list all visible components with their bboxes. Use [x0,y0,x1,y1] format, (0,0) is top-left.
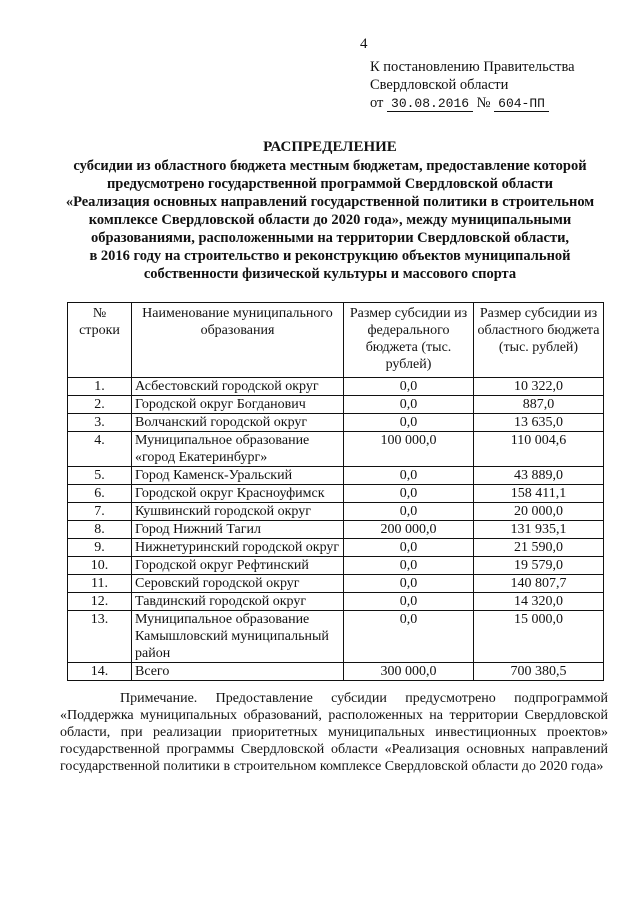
cell-row-number: 5. [68,467,132,485]
cell-regional-subsidy: 887,0 [474,396,604,414]
heading-line: предусмотрено государственной программой Свердловской области [106,176,554,192]
table-row [68,378,604,396]
heading-line: «Реализация основных направлений государственной политики в строительном [65,194,595,210]
table-row [68,611,604,663]
cell-regional-subsidy: 140 807,7 [474,575,604,593]
approval-line-2: Свердловской области [370,77,509,93]
cell-row-number: 6. [68,485,132,503]
table-row [68,467,604,485]
decree-number-prefix: № [476,95,491,111]
cell-regional-subsidy: 131 935,1 [474,521,604,539]
cell-row-number: 14. [68,663,132,681]
cell-regional-subsidy: 15 000,0 [474,611,604,663]
decree-number: 604-ПП [494,96,549,112]
table-body [68,378,604,681]
cell-row-number: 13. [68,611,132,663]
cell-regional-subsidy: 20 000,0 [474,503,604,521]
cell-row-number: 7. [68,503,132,521]
document-title: РАСПРЕДЕЛЕНИЕ [263,139,397,155]
cell-row-number: 12. [68,593,132,611]
cell-row-number: 8. [68,521,132,539]
header-municipality: Наименование муниципального образования [132,303,344,378]
cell-municipality: Город Каменск-Уральский [132,467,344,485]
cell-federal-subsidy: 0,0 [344,396,474,414]
cell-municipality: Тавдинский городской округ [132,593,344,611]
document-heading [60,138,600,283]
page-number: 4 [360,36,368,52]
cell-municipality: Нижнетуринский городской округ [132,539,344,557]
note-text: Примечание. Предоставление субсидии предусмотрено подпрограммой «Поддержка муниципальных образований, расположенных на территории Свердловской области, при реализации приоритетных муниципальных инвестиционных проектов» государственной программы Свердловской области «Реализация основных направлений государственной политики в строительном комплексе Свердловской области до 2020 года» [60,691,608,774]
heading-line: комплексе Свердловской области до 2020 года», между муниципальными [88,212,572,228]
cell-federal-subsidy: 300 000,0 [344,663,474,681]
cell-regional-subsidy: 14 320,0 [474,593,604,611]
table-row [68,432,604,467]
cell-federal-subsidy: 0,0 [344,414,474,432]
cell-row-number: 10. [68,557,132,575]
heading-line: собственности физической культуры и массового спорта [143,266,517,282]
cell-federal-subsidy: 0,0 [344,485,474,503]
cell-municipality: Муниципальное образование Камышловский муниципальный район [132,611,344,663]
cell-municipality: Всего [132,663,344,681]
cell-federal-subsidy: 200 000,0 [344,521,474,539]
cell-municipality: Волчанский городской округ [132,414,344,432]
approval-line-1: К постановлению Правительства [370,59,575,75]
table-row [68,663,604,681]
approval-block [370,58,575,113]
cell-federal-subsidy: 0,0 [344,575,474,593]
table-row [68,593,604,611]
table-row [68,575,604,593]
cell-municipality: Городской округ Богданович [132,396,344,414]
cell-municipality: Городской округ Рефтинский [132,557,344,575]
cell-federal-subsidy: 0,0 [344,467,474,485]
cell-federal-subsidy: 0,0 [344,539,474,557]
header-regional-subsidy: Размер субсидии из областного бюджета (тыс. рублей) [474,303,604,378]
cell-municipality: Асбестовский городской округ [132,378,344,396]
table-row [68,485,604,503]
note-block [60,690,608,775]
cell-regional-subsidy: 110 004,6 [474,432,604,467]
header-federal-subsidy: Размер субсидии из федерального бюджета (тыс. рублей) [344,303,474,378]
cell-regional-subsidy: 700 380,5 [474,663,604,681]
cell-row-number: 2. [68,396,132,414]
cell-federal-subsidy: 0,0 [344,378,474,396]
table-row [68,557,604,575]
cell-row-number: 1. [68,378,132,396]
table-row [68,539,604,557]
cell-row-number: 9. [68,539,132,557]
cell-municipality: Город Нижний Тагил [132,521,344,539]
table-row [68,521,604,539]
cell-municipality: Серовский городской округ [132,575,344,593]
decree-date: 30.08.2016 [387,96,473,112]
cell-municipality: Кушвинский городской округ [132,503,344,521]
cell-regional-subsidy: 43 889,0 [474,467,604,485]
header-row-number: № строки [68,303,132,378]
cell-municipality: Муниципальное образование «город Екатеринбург» [132,432,344,467]
heading-line: образованиями, расположенными на территории Свердловской области, [90,230,570,246]
heading-line: субсидии из областного бюджета местным бюджетам, предоставление которой [73,158,587,174]
table-header-row [68,303,604,378]
cell-federal-subsidy: 100 000,0 [344,432,474,467]
cell-row-number: 11. [68,575,132,593]
cell-row-number: 4. [68,432,132,467]
cell-row-number: 3. [68,414,132,432]
table-row [68,396,604,414]
allocation-table [67,302,604,681]
approval-decree-line [370,94,575,113]
cell-federal-subsidy: 0,0 [344,593,474,611]
cell-regional-subsidy: 19 579,0 [474,557,604,575]
table-row [68,414,604,432]
cell-regional-subsidy: 21 590,0 [474,539,604,557]
cell-federal-subsidy: 0,0 [344,611,474,663]
cell-federal-subsidy: 0,0 [344,557,474,575]
table-row [68,503,604,521]
cell-federal-subsidy: 0,0 [344,503,474,521]
cell-regional-subsidy: 13 635,0 [474,414,604,432]
decree-from-prefix: от [370,95,384,111]
cell-regional-subsidy: 10 322,0 [474,378,604,396]
heading-line: в 2016 году на строительство и реконструкцию объектов муниципальной [89,248,571,264]
cell-regional-subsidy: 158 411,1 [474,485,604,503]
cell-municipality: Городской округ Красноуфимск [132,485,344,503]
